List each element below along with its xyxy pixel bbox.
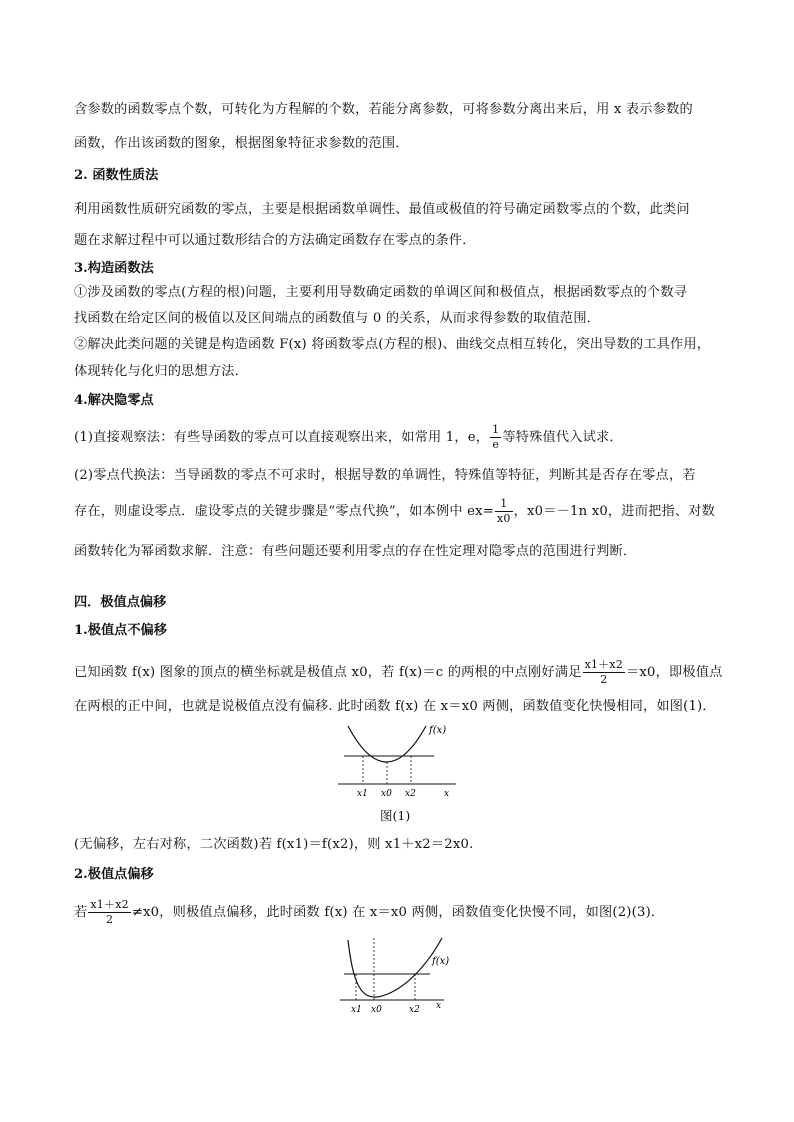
section-3-p1-line-2: 找函数在给定区间的极值以及区间端点的函数值与 0 的关系，从而求得参数的取值范围． [74, 311, 601, 326]
figure-2 [338, 934, 454, 1016]
fig2-axis-label: x [436, 1001, 442, 1011]
part-4-sub-2-line: 若 $\frac{x1+x2}{2}$ ≠x0，则极值点偏移，此时函数 f(x) 在 x＝x0 两侧，函数值变化快慢不同，如图(2)(3)． [74, 898, 665, 926]
fig1-curve-label: f(x) [429, 725, 447, 736]
part-4-heading: 四．极值点偏移 [74, 595, 167, 610]
section-4-item-2-line-2: 存在，则虚设零点．虚设零点的关键步骤是“零点代换”，如本例中 ex= $\frac{1}{x0}$ ，x0＝－1n x0，进而把指、对数 [74, 497, 716, 525]
part-4-sub-1-line-1: 已知函数 f(x) 图象的顶点的横坐标就是极值点 x0，若 f(x)＝c 的两根的中点刚好满足 $\frac{x1+x2}{2}$ ＝x0，即极值点 [74, 658, 723, 686]
fig2-curve [348, 938, 442, 997]
part-4-sub-1-note: (无偏移，左右对称，二次函数)若 f(x1)＝f(x2)，则 x1＋x2＝2x0. [74, 837, 474, 852]
section-3-p1-line-1: ①涉及函数的零点(方程的根)问题，主要利用导数确定函数的单调区间和极值点，根据函数零点的个数寻 [74, 285, 688, 300]
section-4-item-2-line-1: (2)零点代换法：当导函数的零点不可求时，根据导数的单调性，特殊值等特征，判断其是否存在零点，若 [74, 468, 696, 483]
fig2-label-x2: x2 [409, 1005, 420, 1015]
section-4-heading: 4.解决隐零点 [74, 393, 154, 408]
section-3-p2-line-1: ②解决此类问题的关键是构造函数 F(x) 将函数零点(方程的根)、曲线交点相互转化，突出导数的工具作用， [74, 337, 711, 352]
fig1-label-x0: x0 [381, 789, 392, 799]
figure-1-caption: 图(1) [380, 808, 411, 823]
fig2-curve-label: f(x) [432, 956, 450, 967]
section-2-heading: 2. 函数性质法 [74, 168, 159, 183]
intro-line-2: 函数，作出该函数的图象，根据图象特征求参数的范围． [74, 136, 409, 151]
section-3-heading: 3.构造函数法 [74, 261, 154, 276]
figure-1 [338, 722, 464, 802]
fraction-one-over-x0: $\frac{1}{x0}$ [497, 497, 511, 525]
fig1-parabola [348, 726, 426, 762]
section-4-item-1: (1)直接观察法：有些导函数的零点可以直接观察出来，如常用 1，e， $\frac{1}{e}$ 等特殊值代入试求． [74, 423, 623, 451]
part-4-sub-1-line-2: 在两根的正中间，也就是说极值点没有偏移. 此时函数 f(x) 在 x＝x0 两侧，函数值变化快慢相同，如图(1)． [74, 699, 716, 714]
section-2-line-2: 题在求解过程中可以通过数形结合的方法确定函数存在零点的条件． [74, 233, 476, 248]
part-4-sub-1-heading: 1.极值点不偏移 [74, 623, 167, 638]
section-4-item-2-line-3: 函数转化为幂函数求解．注意：有些问题还要利用零点的存在性定理对隐零点的范围进行判断． [74, 544, 637, 559]
fraction-one-over-e: $\frac{1}{e}$ [492, 423, 500, 451]
fraction-x1-plus-x2-over-2-b: $\frac{x1+x2}{2}$ [90, 898, 129, 926]
fig2-label-x1: x1 [351, 1005, 362, 1015]
fig1-label-x1: x1 [357, 789, 368, 799]
part-4-sub-2-heading: 2.极值点偏移 [74, 867, 154, 882]
fig1-axis-label: x [444, 789, 450, 799]
fraction-x1-plus-x2-over-2: $\frac{x1+x2}{2}$ [584, 658, 624, 686]
fig1-label-x2: x2 [405, 789, 416, 799]
section-2-line-1: 利用函数性质研究函数的零点，主要是根据函数单调性、最值或极值的符号确定函数零点的个数，此类问 [74, 202, 690, 217]
section-3-p2-line-2: 体现转化与化归的思想方法． [74, 364, 249, 379]
fig2-label-x0: x0 [371, 1005, 382, 1015]
intro-line-1: 含参数的函数零点个数，可转化为方程解的个数，若能分离参数，可将参数分离出来后，用 x 表示参数的 [74, 102, 693, 117]
